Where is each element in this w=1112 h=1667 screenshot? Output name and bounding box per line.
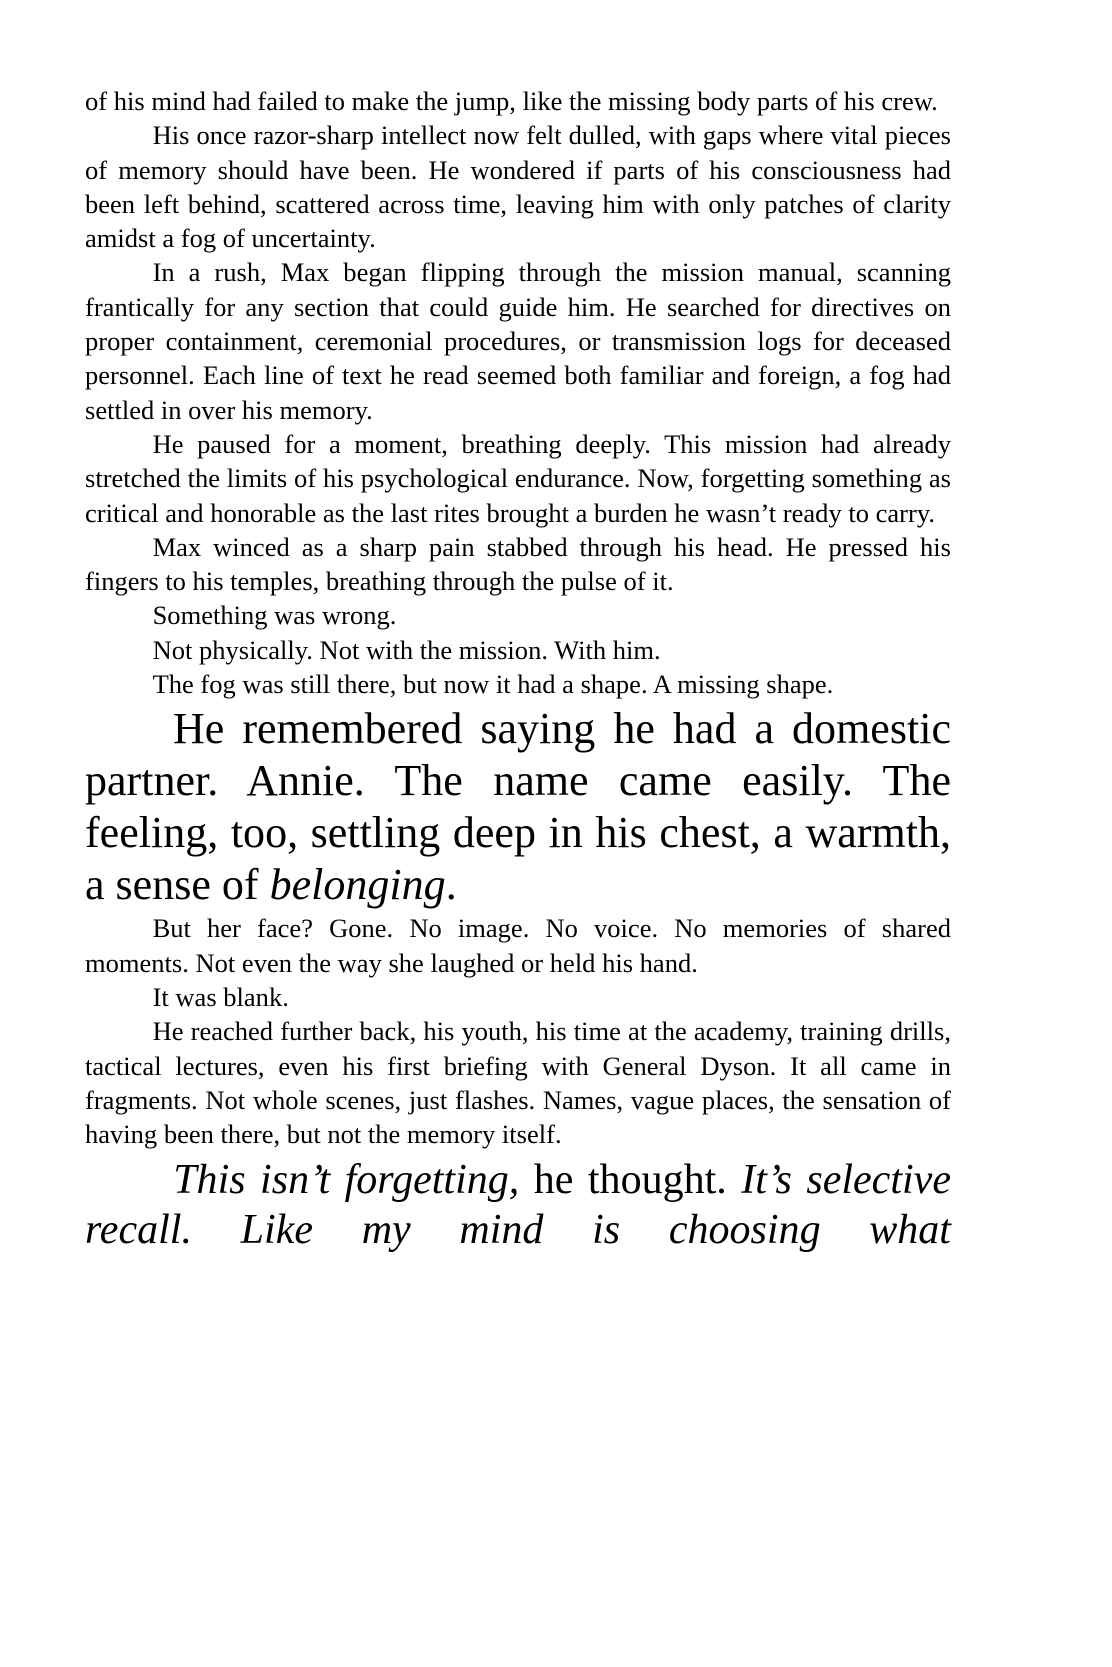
paragraph-continuation: of his mind had failed to make the jump, like the missing body parts of his crew.	[85, 86, 938, 116]
paragraph: Not physically. Not with the mission. With him.	[152, 634, 661, 665]
emphasized-text-lead: He remembered saying he had a domestic partner. Annie. The name came easily. The feeling, too, settling deep in his chest, a warmth, a sense of	[85, 704, 951, 910]
paragraph: But her face? Gone. No image. No voice. No memories of shared moments. Not even the way she laughed or held his hand.	[85, 913, 951, 978]
inner-thought-paragraph	[85, 1155, 951, 1305]
emphasized-text-trail: .	[445, 860, 457, 910]
paragraph: The fog was still there, but now it had a shape. A missing shape.	[152, 669, 834, 700]
paragraph: He reached further back, his youth, his time at the academy, training drills, tactical lectures, even his first briefing with General Dyson. It all came in fragments. Not whole scenes, just flashes. Names, vague places, the sensation of having been there, but not the memory itself.	[85, 1016, 951, 1150]
paragraph: It was blank.	[152, 981, 289, 1012]
thought-italic-first: This isn’t forgetting,	[173, 1157, 520, 1204]
paragraph: Something was wrong.	[152, 600, 397, 631]
paragraph: He paused for a moment, breathing deeply. This mission had already stretched the limits of his psychological endurance. Now, forgetting something as critical and honorable as the last rites brought a burden he wasn’t ready to carry.	[85, 428, 951, 528]
emphasized-paragraph	[85, 703, 951, 911]
paragraph: Max winced as a sharp pain stabbed through his head. He pressed his fingers to his temples, breathing through the pulse of it.	[85, 531, 951, 597]
emphasized-italic-word: belonging	[269, 860, 446, 910]
paragraph: In a rush, Max began flipping through the mission manual, scanning frantically for any section that could guide him. He searched for directives on proper containment, ceremonial procedures, or transmission logs for deceased personnel. Each line of text he read seemed both familiar and foreign, a fog had settled in over his memory.	[85, 257, 951, 425]
paragraph: His once razor-sharp intellect now felt dulled, with gaps where vital pieces of memory should have been. He wondered if parts of his consciousness had been left behind, scattered across time, leaving him with only patches of clarity amidst a fog of uncertainty.	[85, 120, 951, 254]
thought-italic-second: It’s selective recall. Like my mind is choosing what	[85, 1157, 951, 1254]
thought-attribution: he thought.	[519, 1157, 742, 1204]
text-column	[85, 84, 951, 1305]
